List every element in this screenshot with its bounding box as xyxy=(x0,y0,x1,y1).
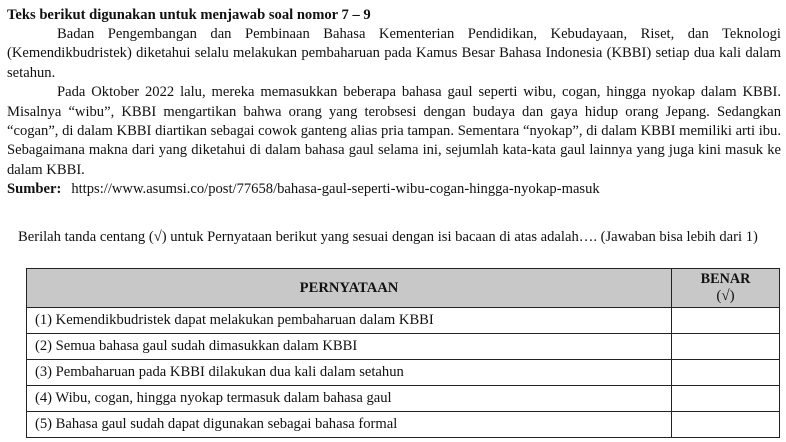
check-cell-2[interactable] xyxy=(672,334,780,360)
table-row xyxy=(27,308,780,334)
statement-1: (1) Kemendikbudristek dapat melakukan pembaharuan dalam KBBI xyxy=(27,308,672,334)
check-cell-1[interactable] xyxy=(672,308,780,334)
check-cell-3[interactable] xyxy=(672,360,780,386)
question-text: Berilah tanda centang (√) untuk Pernyataan berikut yang sesuai dengan isi bacaan di atas adalah…. (Jawaban bisa lebih dari 1) xyxy=(18,229,758,245)
header-statement: PERNYATAAN xyxy=(27,269,672,308)
table-header-row xyxy=(27,269,780,308)
checkmark-icon: (√) xyxy=(716,288,735,304)
check-cell-5[interactable] xyxy=(672,412,780,438)
source-url: https://www.asumsi.co/post/77658/bahasa-gaul-seperti-wibu-cogan-hingga-nyokap-masuk xyxy=(71,181,600,198)
table-row xyxy=(27,334,780,360)
table-row xyxy=(27,386,780,412)
statement-5: (5) Bahasa gaul sudah dapat digunakan sebagai bahasa formal xyxy=(27,412,672,438)
passage-heading: Teks berikut digunakan untuk menjawab soal nomor 7 – 9 xyxy=(7,7,371,23)
paragraph-2: Pada Oktober 2022 lalu, mereka memasukkan beberapa bahasa gaul seperti wibu, cogan, hingga nyokap dalam KBBI. Misalnya “wibu”, KBBI mengartikan bahwa orang yang terobsesi dengan budaya dan gaya hidup orang Jepang. Sedangkan “cogan”, di dalam KBBI diartikan sebagai cowok ganteng alias pria tampan. Sementara “nyokap”, di dalam KBBI memiliki arti ibu. Sebagaimana makna dari yang diketahui di dalam bahasa gaul selama ini, sejumlah kata-kata gaul lainnya yang juga kini masuk ke dalam KBBI. xyxy=(7,84,781,178)
check-cell-4[interactable] xyxy=(672,386,780,412)
header-correct xyxy=(672,269,780,308)
table-row xyxy=(27,360,780,386)
source-line xyxy=(7,180,781,199)
statement-4: (4) Wibu, cogan, hingga nyokap termasuk dalam bahasa gaul xyxy=(27,386,672,412)
statement-3: (3) Pembaharuan pada KBBI dilakukan dua kali dalam setahun xyxy=(27,360,672,386)
table-row xyxy=(27,412,780,438)
reading-passage xyxy=(7,6,781,199)
statement-2: (2) Semua bahasa gaul sudah dimasukkan dalam KBBI xyxy=(27,334,672,360)
statement-table xyxy=(26,268,780,438)
header-correct-label: BENAR xyxy=(700,271,751,287)
source-label: Sumber: xyxy=(7,181,62,198)
paragraph-1: Badan Pengembangan dan Pembinaan Bahasa Kementerian Pendidikan, Kebudayaan, Riset, dan Teknologi (Kemendikbudristek) diketahui selalu melakukan pembaharuan pada Kamus Besar Bahasa Indonesia (KBBI) setiap dua kali dalam setahun. xyxy=(7,26,781,81)
